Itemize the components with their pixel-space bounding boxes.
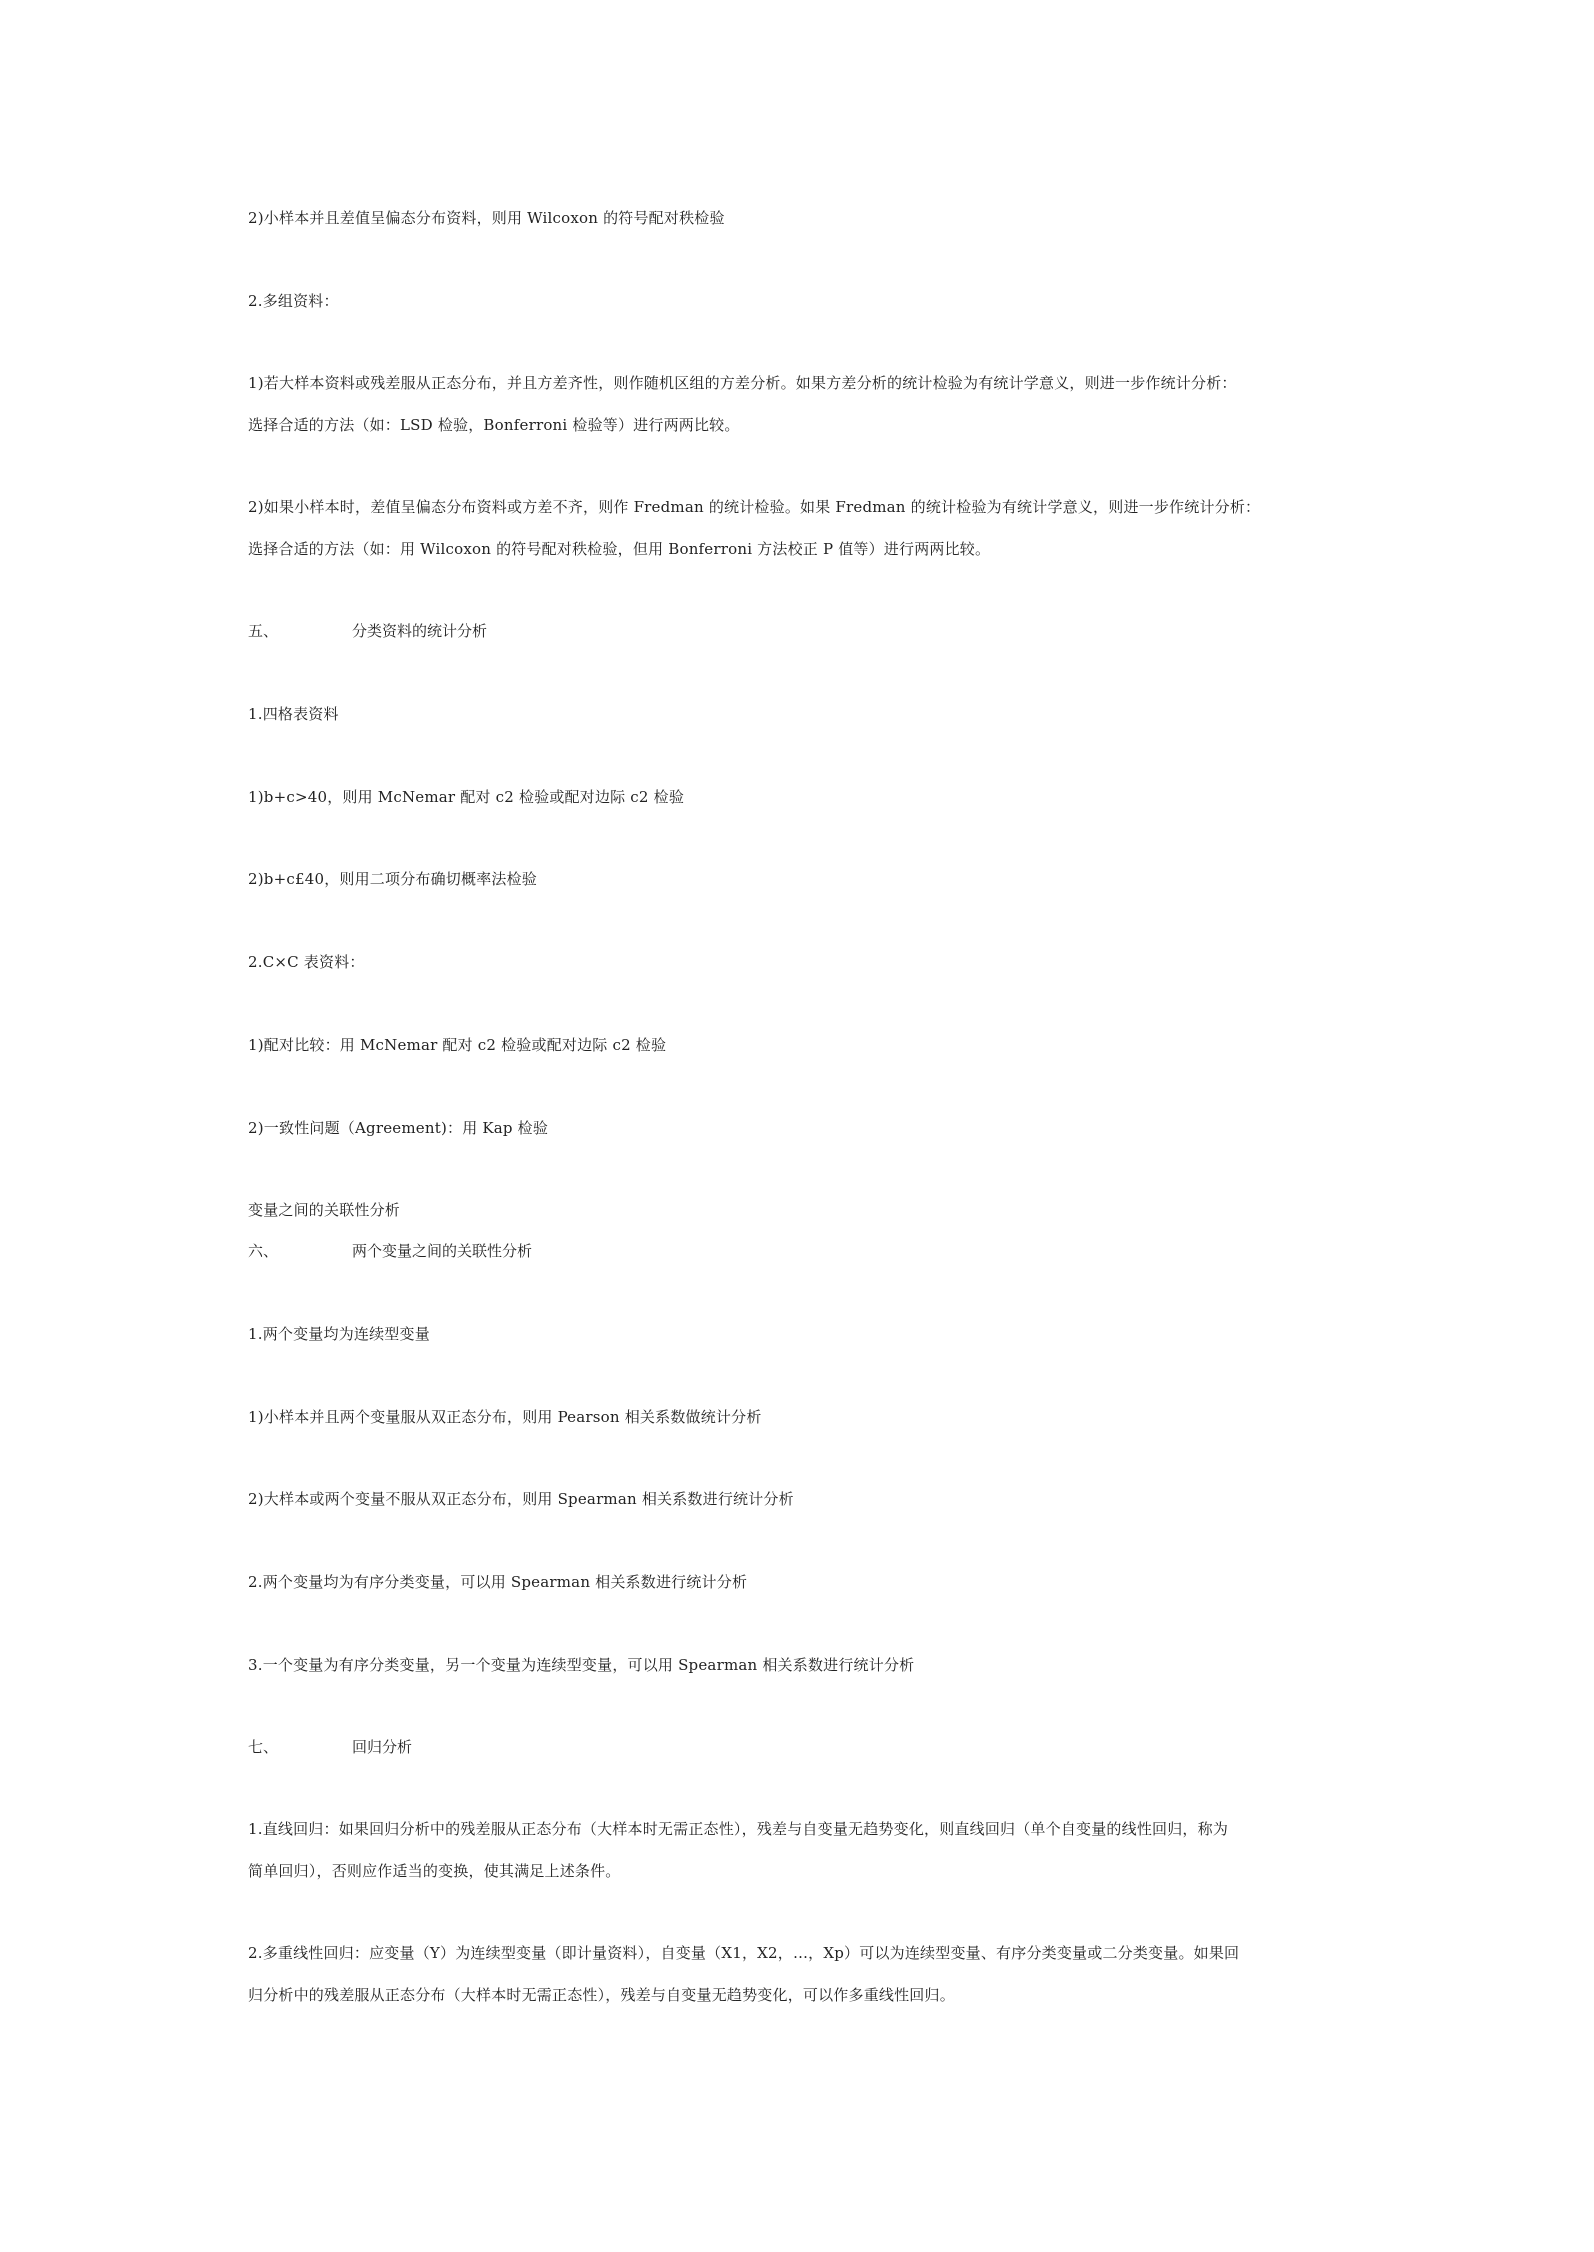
section-heading-five bbox=[248, 620, 487, 642]
paragraph-fredman-line1: 2)如果小样本时，差值呈偏态分布资料或方差不齐，则作 Fredman 的统计检验。如果 Fredman 的统计检验为有统计学意义，则进一步作统计分析： bbox=[248, 498, 1261, 516]
paragraph-multiple-regression-line1: 2.多重线性回归：应变量（Y）为连续型变量（即计量资料），自变量（X1，X2，…，Xp）可以为连续型变量、有序分类变量或二分类变量。如果回 bbox=[248, 1944, 1240, 1962]
section-number: 七、 bbox=[248, 1738, 279, 1756]
paragraph-anova-line2: 选择合适的方法（如：LSD 检验，Bonferroni 检验等）进行两两比较。 bbox=[248, 416, 740, 434]
paragraph-ordinal-variables: 2.两个变量均为有序分类变量，可以用 Spearman 相关系数进行统计分析 bbox=[248, 1573, 748, 1591]
section-heading-six bbox=[248, 1240, 532, 1262]
paragraph-spearman-large: 2)大样本或两个变量不服从双正态分布，则用 Spearman 相关系数进行统计分析 bbox=[248, 1490, 794, 1508]
section-title: 分类资料的统计分析 bbox=[352, 622, 488, 640]
paragraph-mixed-variables: 3.一个变量为有序分类变量，另一个变量为连续型变量，可以用 Spearman 相关系数进行统计分析 bbox=[248, 1656, 915, 1674]
section-heading-seven bbox=[248, 1736, 412, 1758]
section-number: 五、 bbox=[248, 622, 279, 640]
section-number: 六、 bbox=[248, 1242, 279, 1260]
paragraph-kappa-agreement: 2)一致性问题（Agreement)：用 Kap 检验 bbox=[248, 1119, 549, 1137]
paragraph-linear-regression-line1: 1.直线回归：如果回归分析中的残差服从正态分布（大样本时无需正态性），残差与自变量无趋势变化，则直线回归（单个自变量的线性回归，称为 bbox=[248, 1820, 1229, 1838]
paragraph-wilcoxon-small-sample: 2)小样本并且差值呈偏态分布资料，则用 Wilcoxon 的符号配对秩检验 bbox=[248, 209, 725, 227]
subheading-cxc-table: 2.C×C 表资料： bbox=[248, 953, 365, 971]
paragraph-multiple-regression-line2: 归分析中的残差服从正态分布（大样本时无需正态性），残差与自变量无趋势变化，可以作多重线性回归。 bbox=[248, 1986, 955, 2004]
paragraph-mcnemar-large: 1)b+c>40，则用 McNemar 配对 c2 检验或配对边际 c2 检验 bbox=[248, 788, 685, 806]
paragraph-anova-line1: 1)若大样本资料或残差服从正态分布，并且方差齐性，则作随机区组的方差分析。如果方差分析的统计检验为有统计学意义，则进一步作统计分析： bbox=[248, 374, 1237, 392]
subheading-multi-group: 2.多组资料： bbox=[248, 292, 339, 310]
paragraph-binomial-exact: 2)b+c£40，则用二项分布确切概率法检验 bbox=[248, 870, 537, 888]
paragraph-fredman-line2: 选择合适的方法（如：用 Wilcoxon 的符号配对秩检验，但用 Bonferroni 方法校正 P 值等）进行两两比较。 bbox=[248, 540, 991, 558]
paragraph-linear-regression-line2: 简单回归），否则应作适当的变换，使其满足上述条件。 bbox=[248, 1862, 621, 1880]
section-title-association: 变量之间的关联性分析 bbox=[248, 1201, 401, 1219]
paragraph-paired-comparison: 1)配对比较：用 McNemar 配对 c2 检验或配对边际 c2 检验 bbox=[248, 1036, 667, 1054]
section-title: 两个变量之间的关联性分析 bbox=[352, 1242, 533, 1260]
paragraph-pearson: 1)小样本并且两个变量服从双正态分布，则用 Pearson 相关系数做统计分析 bbox=[248, 1408, 762, 1426]
section-title: 回归分析 bbox=[352, 1738, 413, 1756]
subheading-continuous-variables: 1.两个变量均为连续型变量 bbox=[248, 1325, 430, 1343]
subheading-fourfold-table: 1.四格表资料 bbox=[248, 705, 339, 723]
